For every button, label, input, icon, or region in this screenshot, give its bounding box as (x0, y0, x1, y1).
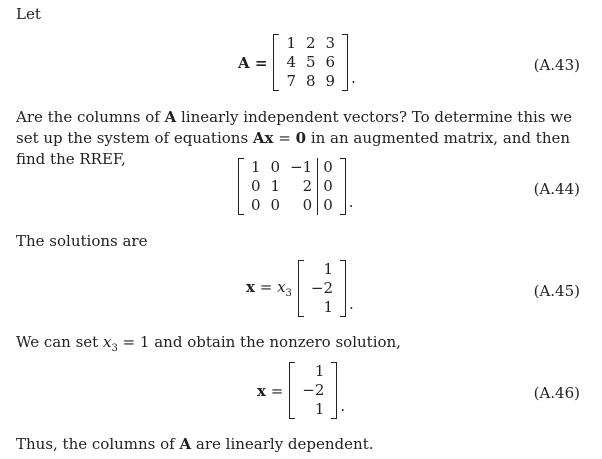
matrix-cell: 3 (325, 34, 336, 52)
matrix-row (281, 72, 340, 91)
period: . (340, 397, 346, 415)
equation-a45 (0, 260, 602, 320)
vector-brackets (289, 362, 337, 419)
matrix-row (246, 158, 338, 177)
matrix-cell: 1 (251, 158, 261, 176)
matrix-cell: 0 (270, 158, 281, 176)
matrix-cell: 2 (302, 177, 313, 195)
matrix-cell: 1 (270, 177, 281, 195)
equation-number: (A.43) (533, 56, 580, 74)
matrix-cell: 1 (314, 400, 325, 418)
matrix-cell: −2 (302, 381, 325, 399)
matrix-cell: 2 (305, 34, 316, 52)
matrix-row (281, 34, 340, 53)
equation-number: (A.44) (533, 180, 580, 198)
matrix-a-brackets (273, 34, 348, 91)
equation-number: (A.45) (533, 282, 580, 300)
matrix-row (306, 279, 338, 298)
solution-vector-general (246, 260, 354, 317)
vector-brackets (298, 260, 346, 317)
matrix-row (246, 177, 338, 196)
matrix-cell: 0 (318, 177, 338, 196)
vector-lhs: x = (257, 381, 284, 400)
augmented-matrix-table (246, 158, 338, 215)
vector-table (306, 260, 338, 317)
matrix-cell: 1 (314, 362, 325, 380)
solution-vector (257, 362, 345, 419)
vector-lhs: $x = x_3$ (246, 278, 292, 299)
matrix-cell: 5 (305, 53, 316, 71)
matrix-cell: 0 (251, 196, 261, 214)
vector-table (297, 362, 329, 419)
matrix-cell: 1 (286, 34, 296, 52)
matrix-cell: −1 (290, 158, 313, 176)
matrix-cell: 6 (325, 53, 336, 71)
augmented-matrix (238, 158, 354, 215)
matrix-row (297, 362, 329, 381)
matrix-cell: 4 (286, 53, 296, 71)
matrix-row (281, 53, 340, 72)
let-text: Let (16, 5, 41, 23)
equation-a43 (0, 34, 602, 94)
matrix-a-lhs: A = (238, 53, 268, 72)
solutions-paragraph: The solutions are (16, 232, 148, 250)
matrix-cell: 0 (270, 196, 281, 214)
matrix-row (246, 196, 338, 215)
matrix-cell: 1 (323, 260, 334, 278)
equation-a44 (0, 158, 602, 218)
question-paragraph: Are the columns of A linearly independent vectors? To determine this we set up the system of equations Ax = 0 in an augmented matrix, and then find the RREF, (16, 108, 572, 168)
matrix-row (297, 400, 329, 419)
matrix-row (306, 260, 338, 279)
matrix-row (297, 381, 329, 400)
matrix-row (306, 298, 338, 317)
matrix-cell: 0 (318, 158, 338, 177)
period: . (349, 295, 354, 313)
matrix-cell: −2 (310, 279, 334, 297)
matrix-a (238, 34, 356, 91)
matrix-cell: 9 (325, 72, 336, 90)
intro-let (16, 4, 582, 25)
augmented-matrix-brackets (238, 158, 346, 215)
set-paragraph: We can set $x_3 = 1$ and obtain the nonzero solution, (16, 333, 401, 354)
conclusion-paragraph: Thus, the columns of A are linearly dependent. (16, 435, 374, 453)
matrix-cell: 0 (302, 196, 313, 214)
matrix-cell: 0 (251, 177, 261, 195)
equation-a46 (0, 362, 602, 422)
period: . (348, 193, 354, 211)
matrix-a-table (281, 34, 340, 91)
matrix-cell: 8 (305, 72, 316, 90)
matrix-cell: 7 (286, 72, 296, 90)
matrix-cell: 1 (323, 298, 334, 316)
matrix-cell: 0 (318, 196, 338, 215)
period: . (351, 69, 356, 87)
equation-number: (A.46) (533, 384, 580, 402)
